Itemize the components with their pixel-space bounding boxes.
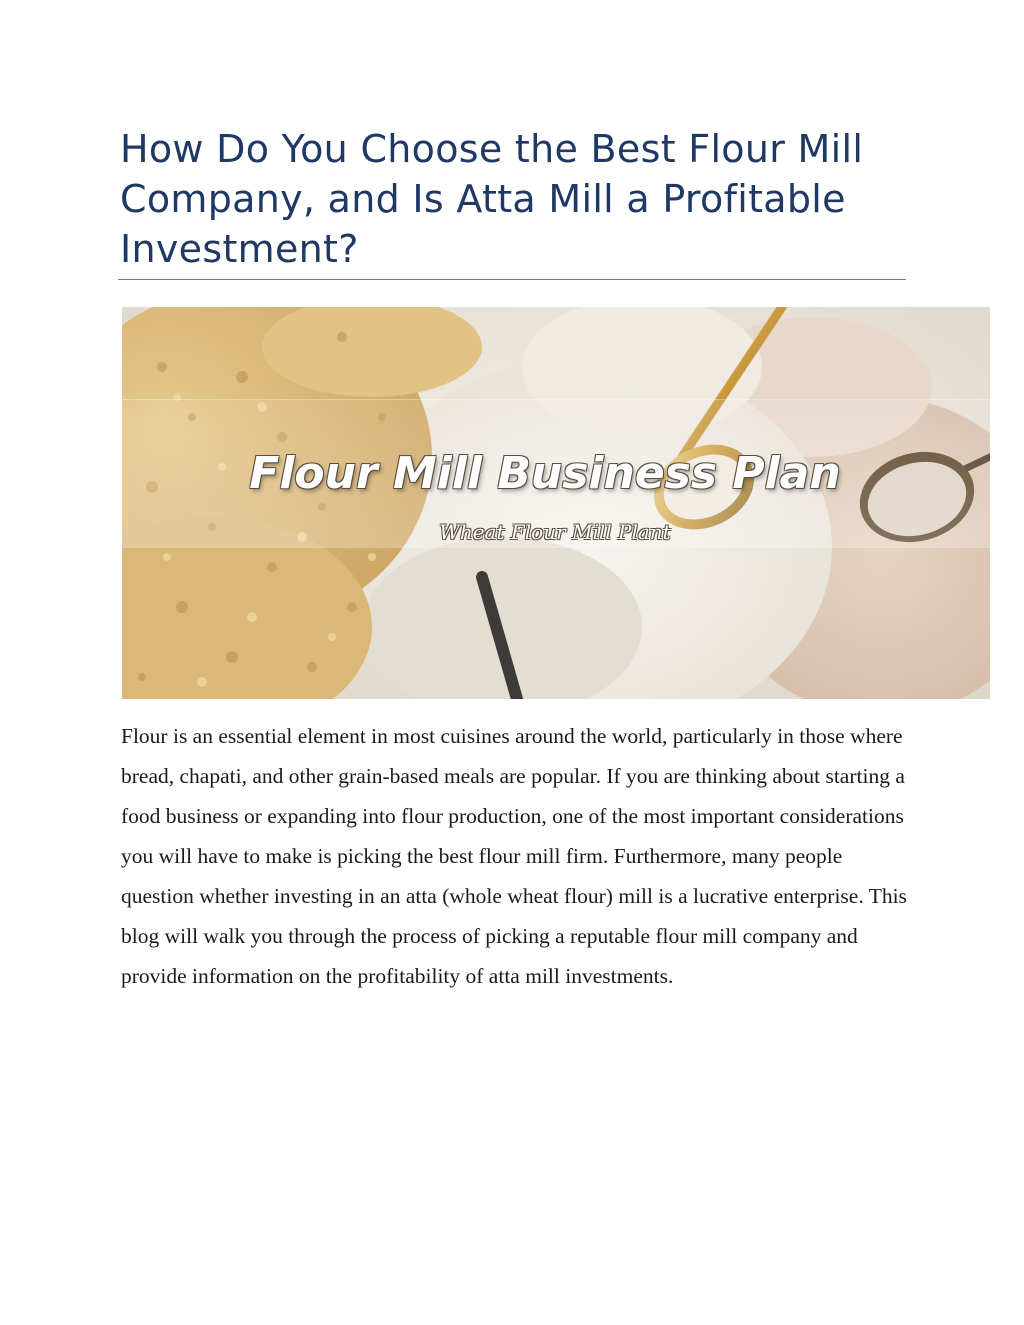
hero-image [122, 307, 990, 699]
document-title: How Do You Choose the Best Flour Mill Company, and Is Atta Mill a Profitable Investment? [120, 127, 864, 271]
intro-paragraph: Flour is an essential element in most cuisines around the world, particularly in those where bread, chapati, and other grain-based meals are popular. If you are thinking about starting a food business or expanding into flour production, one of the most important considerations you will have to make is picking the best flour mill firm. Furthermore, many people question whether investing in an atta (whole wheat flour) mill is a lucrative enterprise. This blog will walk you through the process of picking a reputable flour mill company and provide information on the profitability of atta mill investments. [121, 724, 907, 988]
title-divider [118, 279, 906, 280]
hero-image-subtitle: Wheat Flour Mill Plant [439, 520, 671, 544]
hero-image-title: Flour Mill Business Plan [249, 448, 841, 499]
flour-photo-illustration [122, 307, 990, 699]
